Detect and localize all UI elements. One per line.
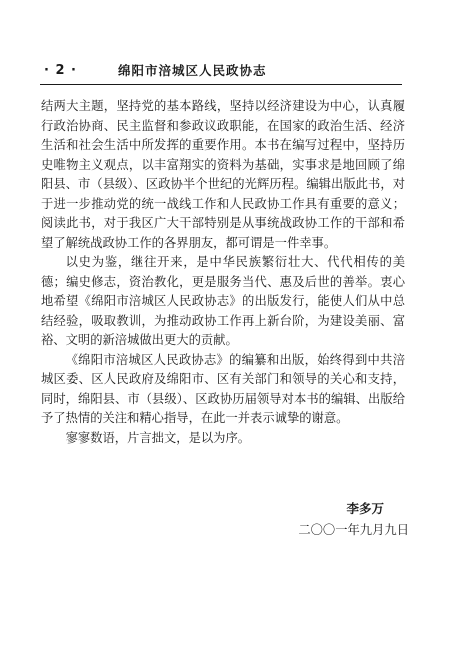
paragraph-2: 以史为鉴，继往开来，是中华民族繁衍壮大、代代相传的美德；编史修志，资治教化，更是服务当代、惠及后世的善举。衷心地希望《绵阳市涪城区人民政协志》的出版发行，能使人们从中总结经验，吸取教训，为推动政协工作再上新台阶，为建设美丽、富裕、文明的新涪城做出更大的贡献。 (41, 255, 405, 347)
paragraph-1: 结两大主题，坚持党的基本路线，坚持以经济建设为中心，认真履行政治协商、民主监督和参政议政职能，在国家的政治生活、经济生活和社会生活中所发挥的重要作用。本书在编写过程中，坚持历史唯物主义观点，以丰富翔实的资料为基础，实事求是地回顾了绵阳县、市（县级）、区政协半个世纪的光辉历程。编辑出版此书，对于进一步推动党的统一战线工作和人民政协工作具有重要的意义；阅读此书，对于我区广大干部特别是从事统战政协工作的干部和希望了解统战政协工作的各界朋友，都可谓是一件幸事。 (41, 99, 405, 250)
paragraph-4: 寥寥数语，片言拙文，是以为序。 (65, 430, 251, 445)
page-number: · 2 · (44, 63, 77, 78)
signature-date: 二〇〇一年九月九日 (298, 523, 409, 537)
paragraph-3: 《绵阳市涪城区人民政协志》的编纂和出版，始终得到中共涪城区委、区人民政府及绵阳市、区有关部门和领导的关心和支持，同时，绵阳县、市（县级）、区政协历届领导对本书的编辑、出版给予了热情的关注和精心指导，在此一并表示诚挚的谢意。 (41, 352, 405, 425)
header-rule (40, 84, 402, 85)
author-signature: 李多万 (346, 501, 384, 516)
preface-body (41, 97, 405, 448)
running-title: 绵阳市涪城区人民政协志 (118, 63, 267, 78)
page-header (44, 62, 402, 82)
